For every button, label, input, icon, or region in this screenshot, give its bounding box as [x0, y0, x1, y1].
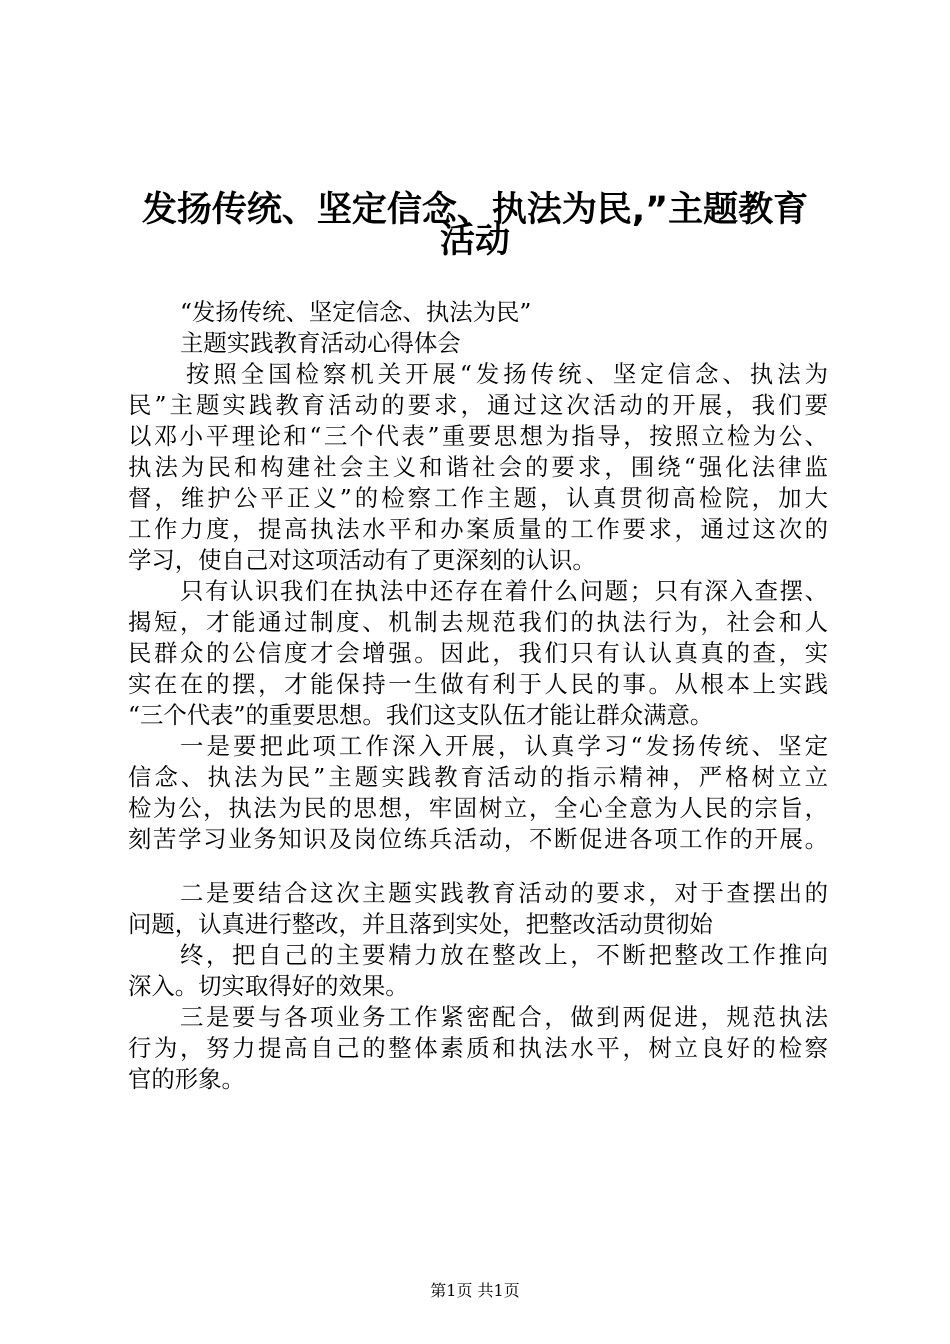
paragraph-4-line: 问题，认真进行整改，并且落到实处，把整改活动贯彻始	[128, 910, 713, 938]
paragraph-3-line: 一是要把此项工作深入开展，认真学习“发扬传统、坚定	[180, 732, 828, 760]
paragraph-1-line: 工作力度，提高执法水平和办案质量的工作要求，通过这次的	[128, 515, 828, 543]
paragraph-4-line: 深入。切实取得好的效果。	[128, 972, 409, 1000]
paragraph-5-line: 官的形象。	[128, 1065, 245, 1093]
paragraph-1-line: 以邓小平理论和“三个代表”重要思想为指导，按照立检为公、	[128, 422, 828, 450]
paragraph-spacer	[128, 855, 828, 878]
paragraph-3-line: 检为公，执法为民的思想，牢固树立，全心全意为人民的宗旨，	[128, 794, 828, 822]
paragraph-3-line: 刻苦学习业务知识及岗位练兵活动，不断促进各项工作的开展。	[128, 825, 828, 853]
document-body	[128, 297, 828, 1095]
paragraph-2-line: 民群众的公信度才会增强。因此，我们只有认认真真的查，实	[128, 639, 828, 667]
paragraph-2-line: 实在在的摆，才能保持一生做有利于人民的事。从根本上实践	[128, 670, 828, 698]
paragraph-1-line: 学习，使自己对这项活动有了更深刻的认识。	[128, 546, 596, 574]
document-title-line-2: 活动	[439, 221, 510, 261]
paragraph-1-line: 督，维护公平正义”的检察工作主题，认真贯彻高检院，加大	[128, 484, 828, 512]
paragraph-1-line: 按照全国检察机关开展“发扬传统、坚定信念、执法为	[186, 360, 828, 388]
paragraph-2-line: 只有认识我们在执法中还存在着什么问题；只有深入查摆、	[180, 577, 828, 605]
document-title-line-1: 发扬传统、坚定信念、执法为民,”主题教育	[141, 190, 809, 230]
subtitle-line-2: 主题实践教育活动心得体会	[180, 329, 461, 357]
subtitle-line-1: “发扬传统、坚定信念、执法为民”	[180, 298, 532, 326]
page-number-footer: 第1页 共1页	[430, 1281, 520, 1300]
paragraph-2-line: 揭短，才能通过制度、机制去规范我们的执法行为，社会和人	[128, 608, 828, 636]
paragraph-2-line: “三个代表”的重要思想。我们这支队伍才能让群众满意。	[128, 701, 714, 729]
paragraph-5-line: 三是要与各项业务工作紧密配合，做到两促进，规范执法	[180, 1003, 828, 1031]
paragraph-5-line: 行为，努力提高自己的整体素质和执法水平，树立良好的检察	[128, 1034, 828, 1062]
paragraph-4-line: 终，把自己的主要精力放在整改上，不断把整改工作推向	[180, 941, 828, 969]
paragraph-1-line: 执法为民和构建社会主义和谐社会的要求，围绕“强化法律监	[128, 453, 828, 481]
paragraph-3-line: 信念、执法为民”主题实践教育活动的指示精神，严格树立立	[128, 763, 828, 791]
paragraph-1-line: 民”主题实践教育活动的要求，通过这次活动的开展，我们要	[128, 391, 828, 419]
paragraph-4-line: 二是要结合这次主题实践教育活动的要求，对于查摆出的	[180, 879, 828, 907]
